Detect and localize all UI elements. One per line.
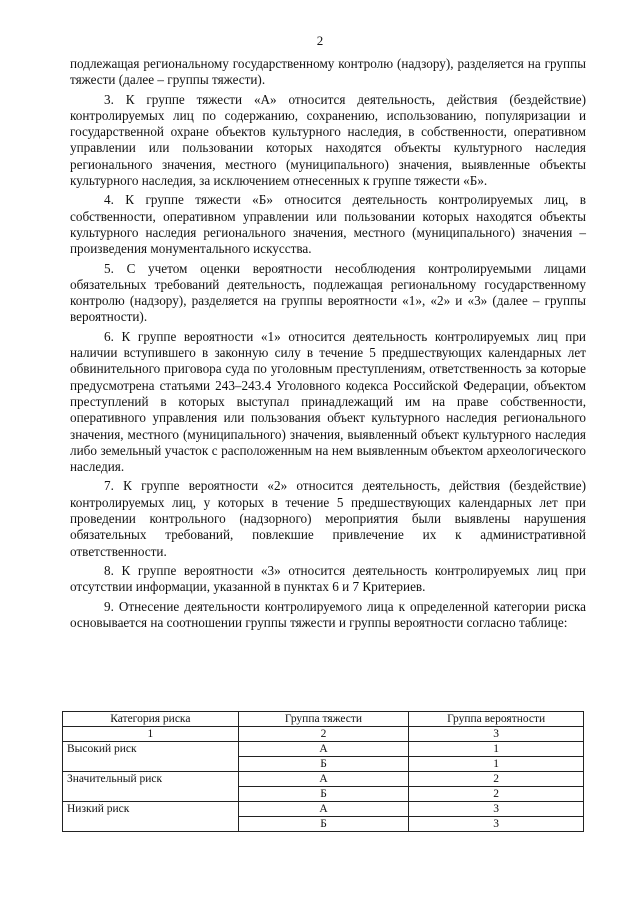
table-numbering-row [63, 727, 584, 742]
probability-cell: 3 [409, 817, 584, 832]
paragraph-8: 8. К группе вероятности «3» относится деятельность контролируемых лиц при отсутствии информации, указанной в пунктах 6 и 7 Критериев. [70, 562, 586, 595]
column-number-1: 1 [63, 727, 239, 742]
risk-category-significant: Значительный риск [63, 772, 239, 802]
table-row [63, 742, 584, 757]
header-probability-group: Группа вероятности [409, 712, 584, 727]
severity-cell: Б [238, 787, 409, 802]
risk-category-table [62, 711, 584, 832]
risk-category-low: Низкий риск [63, 802, 239, 832]
severity-cell: А [238, 772, 409, 787]
severity-cell: А [238, 802, 409, 817]
paragraph-4: 4. К группе тяжести «Б» относится деятельность контролируемых лиц, в собственности, оперативном управлении или пользовании которых находятся объекты культурного наследия регионального значения, местного (муниципального) значения – произведения монументального искусства. [70, 192, 586, 257]
severity-cell: Б [238, 757, 409, 772]
paragraph-6: 6. К группе вероятности «1» относится деятельность контролируемых лиц при наличии вступившего в законную силу в течение 5 предшествующих календарных лет обвинительного приговора суда по уголовным преступлениям, ответственность за которые предусмотрена статьями 243–243.4 Уголовного кодекса Российской Федерации, объектом преступлений в которых выступал принадлежащий им на праве собственности, оперативного управления или пользования объект культурного наследия регионального значения, местного (муниципального) значения, выявленный объект культурного наследия либо земельный участок с расположенным на нем выявленным объектом археологического наследия. [70, 328, 586, 475]
risk-category-high: Высокий риск [63, 742, 239, 772]
page-number: 2 [316, 33, 324, 48]
paragraph-3: 3. К группе тяжести «А» относится деятельность, действия (бездействие) контролируемых лиц по содержанию, сохранению, использованию, популяризации и государственной охране объектов культурного наследия, в собственности, оперативном управлении или пользовании которых находятся объекты культурного наследия регионального значения, местного (муниципального) значения, выявленные объекты культурного наследия, за исключением отнесенных к группе тяжести «Б». [70, 91, 586, 189]
table-row [63, 772, 584, 787]
table-header-row [63, 712, 584, 727]
paragraph-7: 7. К группе вероятности «2» относится деятельность, действия (бездействие) контролируемых лиц, у которых в течение 5 предшествующих календарных лет при проведении контрольного (надзорного) мероприятия были выявлены нарушения обязательных требований, повлекшие привлечение их к административной ответственности. [70, 478, 586, 559]
probability-cell: 1 [409, 742, 584, 757]
column-number-3: 3 [409, 727, 584, 742]
header-severity-group: Группа тяжести [238, 712, 409, 727]
paragraph-continuation: подлежащая региональному государственному контролю (надзору), разделяется на группы тяжести (далее – группы тяжести). [70, 56, 586, 88]
probability-cell: 2 [409, 787, 584, 802]
column-number-2: 2 [238, 727, 409, 742]
paragraph-9: 9. Отнесение деятельности контролируемого лица к определенной категории риска основывается на соотношении группы тяжести и группы вероятности согласно таблице: [70, 598, 586, 630]
probability-cell: 1 [409, 757, 584, 772]
severity-cell: А [238, 742, 409, 757]
table-row [63, 802, 584, 817]
probability-cell: 3 [409, 802, 584, 817]
header-risk-category: Категория риска [63, 712, 239, 727]
document-body [70, 56, 586, 631]
paragraph-5: 5. С учетом оценки вероятности несоблюдения контролируемыми лицами обязательных требований деятельность, подлежащая региональному государственному контролю (надзору), разделяется на группы вероятности «1», «2» и «3» (далее – группы вероятности). [70, 260, 586, 325]
severity-cell: Б [238, 817, 409, 832]
probability-cell: 2 [409, 772, 584, 787]
